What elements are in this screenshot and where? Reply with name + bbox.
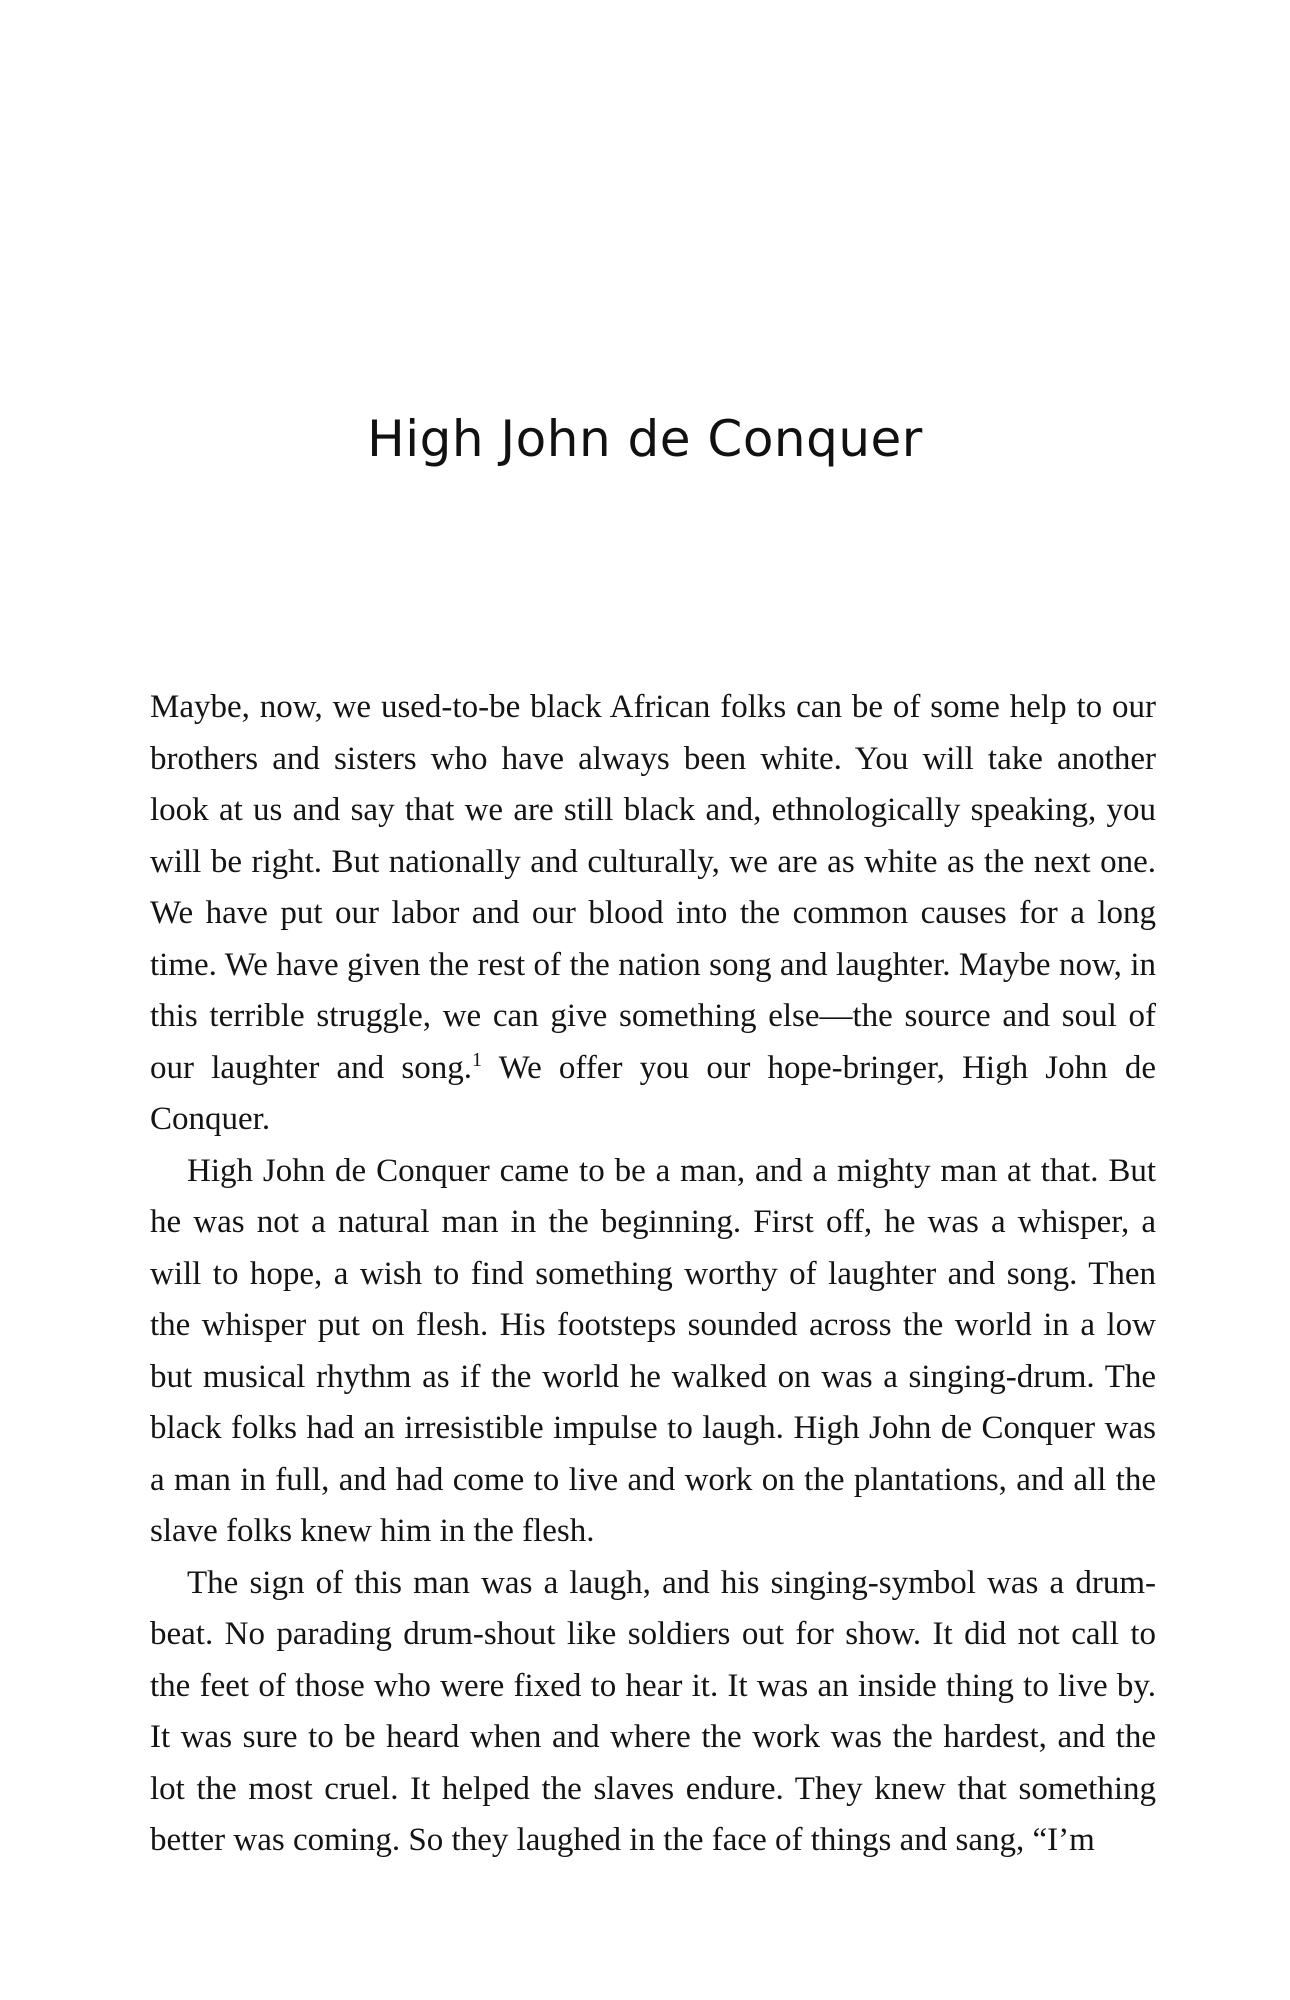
paragraph-1-text: Maybe, now, we used-to-be black African folks can be of some help to our brothers and sisters who have always been white. You will take another look at us and say that we are still black and, ethnologically speaking, you will be right. But nationally and culturally, we are as white as the next one. We have put our labor and our blood into the common causes for a long time. We have given the rest of the nation song and laughter. Maybe now, in this terrible struggle, we can give something else—the source and soul of our laughter and song. <box>150 689 1156 1086</box>
footnote-marker[interactable]: 1 <box>471 1048 482 1071</box>
chapter-body <box>150 682 1156 1867</box>
paragraph-1-text-continued: We offer you our hope-bringer, High John de Conquer. <box>150 1049 1156 1137</box>
paragraph-3: The sign of this man was a laugh, and his singing-symbol was a drum-beat. No parading drum-shout like soldiers out for show. It did not call to the feet of those who were fixed to hear it. It was an inside thing to live by. It was sure to be heard when and where the work was the hardest, and the lot the most cruel. It helped the slaves endure. They knew that something better was coming. So they laughed in the face of things and sang, “I’m <box>150 1564 1156 1858</box>
paragraph-2: High John de Conquer came to be a man, and a mighty man at that. But he was not a natural man in the beginning. First off, he was a whisper, a will to hope, a wish to find something worthy of laughter and song. Then the whisper put on flesh. His footsteps sounded across the world in a low but musical rhythm as if the world he walked on was a singing-drum. The black folks had an irresistible impulse to laugh. High John de Conquer was a man in full, and had come to live and work on the plantations, and all the slave folks knew him in the flesh. <box>150 1152 1156 1549</box>
chapter-title: High John de Conquer <box>367 410 923 468</box>
paragraph-1 <box>150 682 1156 1146</box>
